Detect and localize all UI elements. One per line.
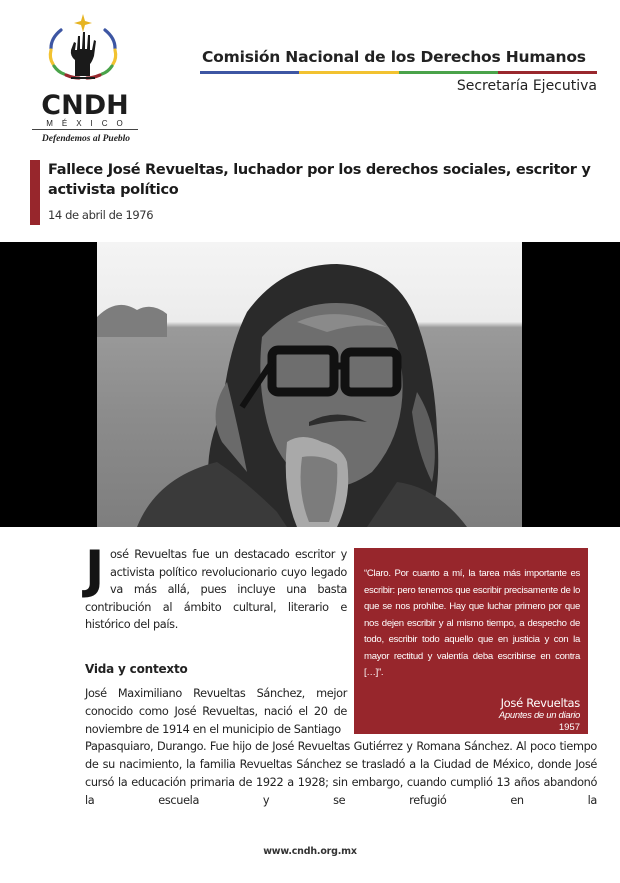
photo-band (0, 242, 620, 527)
quote-author: José Revueltas (500, 695, 580, 710)
footer-website-link[interactable]: www.cndh.org.mx (263, 846, 357, 857)
quote-source: Apuntes de un diario (498, 709, 580, 721)
intro-text: osé Revueltas fue un destacado escritor y activista político revolucionario cuyo legado va más allá, pues incluye una basta contribución al ámbito cultural, literario e histórico del país. (85, 548, 347, 631)
cndh-logo (22, 12, 142, 144)
portrait-illustration-icon (97, 242, 522, 527)
organization-subtitle: Secretaría Ejecutiva (456, 78, 597, 94)
logo-country: MÉXICO (32, 119, 138, 130)
quote-year: 1957 (558, 721, 580, 733)
section-heading: Vida y contexto (85, 662, 188, 676)
logo-tagline: Defendemos al Pueblo (41, 134, 131, 144)
rule-segment-blue (200, 71, 299, 74)
body-paragraph-narrow: José Maximiliano Revueltas Sánchez, mejor conocido como José Revueltas, nació el 20 de noviembre de 1914 en el municipio de Santiago (85, 687, 347, 736)
rule-segment-red (498, 71, 597, 74)
article-date: 14 de abril de 1976 (48, 208, 154, 222)
quote-text: “Claro. Por cuanto a mí, la tarea más importante es escribir: pero tenemos que escribir precisamente de lo que se nos prohíbe. Hay que luchar primero por que nos dejen escribir y al mismo tiempo, a despecho de todo, escribir todo aquello que en justicia y con la mayor rectitud y valentía deba escribirse en contra […]”. (364, 568, 580, 678)
color-rule-divider (200, 71, 597, 74)
section-body (85, 685, 597, 810)
drop-cap: J (85, 540, 104, 600)
organization-name: Comisión Nacional de los Derechos Humanos (202, 48, 586, 66)
logo-acronym: CNDH (41, 90, 129, 121)
body-paragraph-wide: Papasquiaro, Durango. Fue hijo de José Revueltas Gutiérrez y Romana Sánchez. Al poco tiempo de su nacimiento, la familia Revueltas Sánchez se trasladó a la Ciudad de México, donde José cursó la educación primaria de 1922 a 1928; sin embargo, cuando cumplió 13 años abandonó la escuela y se refugió en la (85, 740, 597, 807)
title-accent-bar (30, 160, 40, 225)
laurel-hand-emblem-icon (37, 12, 129, 90)
article-title: Fallece José Revueltas, luchador por los derechos sociales, escritor y activista político (48, 162, 591, 198)
rule-segment-yellow (299, 71, 398, 74)
intro-paragraph (85, 540, 347, 634)
rule-segment-green (399, 71, 498, 74)
portrait-photo (97, 242, 522, 527)
